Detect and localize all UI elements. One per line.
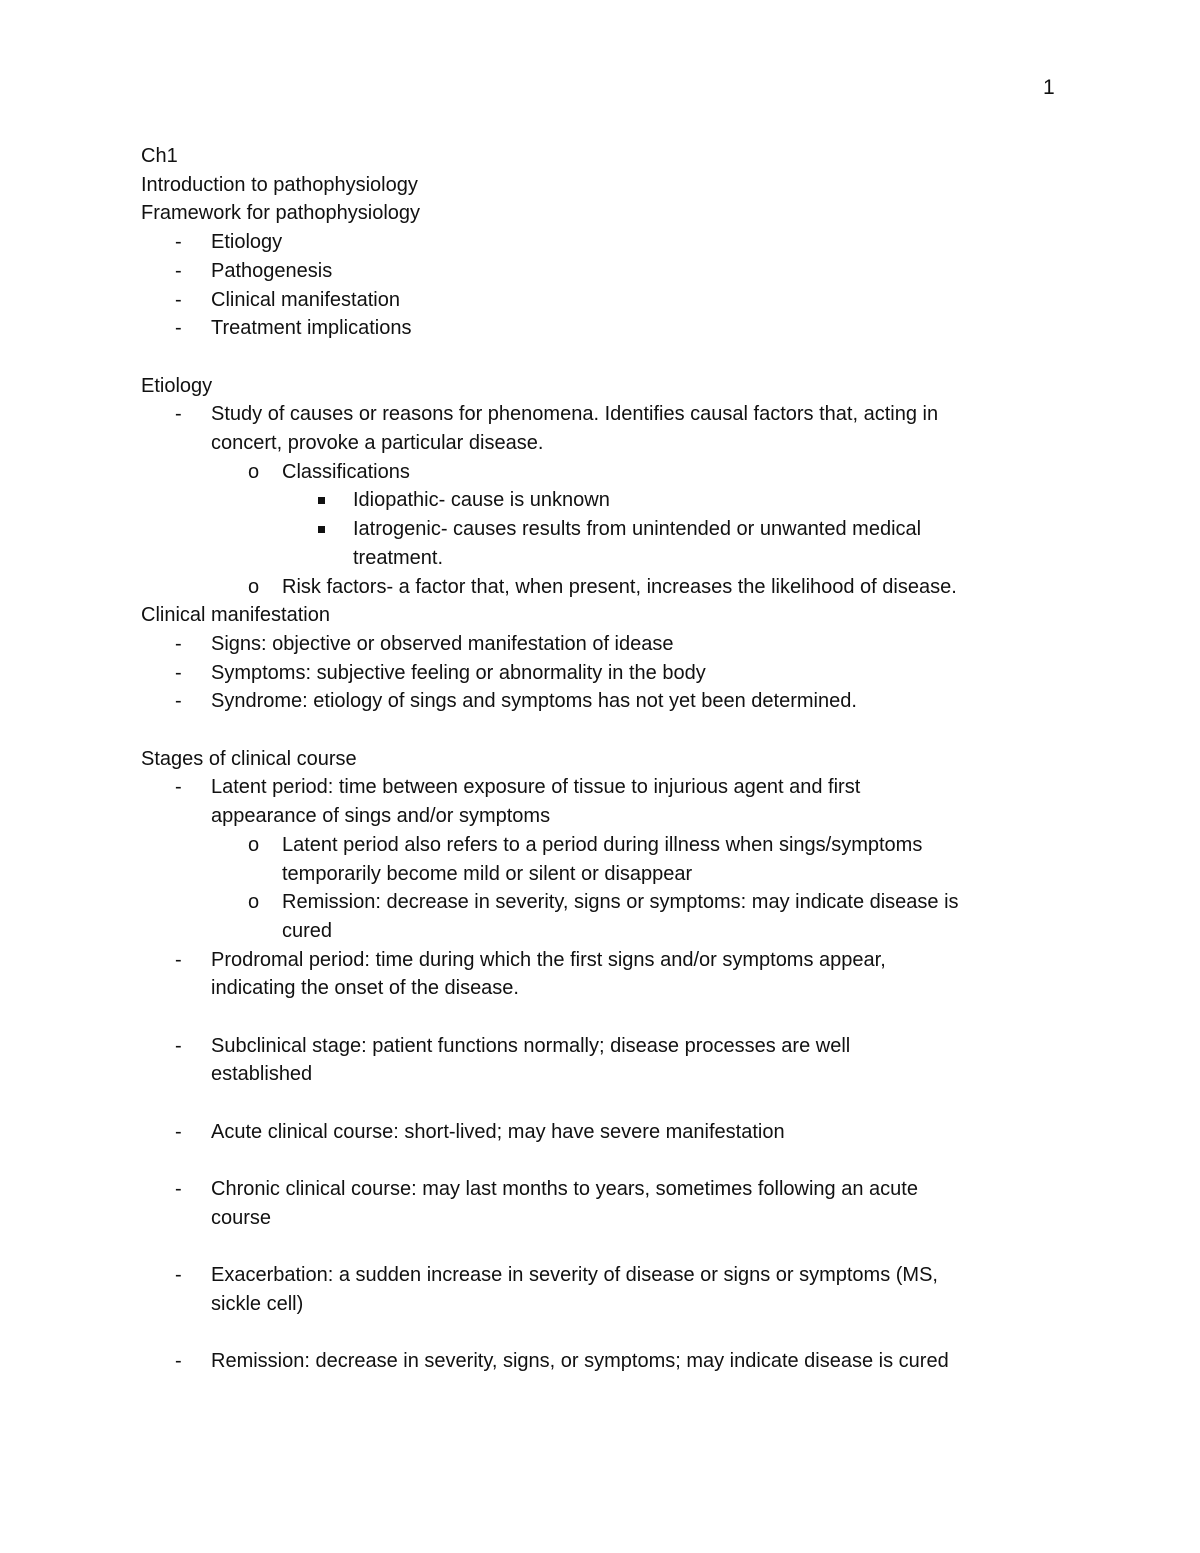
list-item-text: Pathogenesis (211, 259, 333, 282)
symptoms-item (141, 659, 1071, 688)
risk-factors-item (141, 573, 1071, 602)
circle-marker: o (248, 891, 260, 914)
etiology-definition-continued: concert, provoke a particular disease. (211, 432, 544, 455)
list-item-text: Chronic clinical course: may last months to years, sometimes following an acute (211, 1178, 918, 1201)
list-item-text: Symptoms: subjective feeling or abnormality in the body (211, 661, 706, 684)
syndrome-item (141, 687, 1071, 716)
list-item-text: Iatrogenic- causes results from unintended or unwanted medical (353, 518, 922, 541)
dash-marker: - (175, 776, 182, 799)
acute-course-item (141, 1118, 1071, 1147)
blank-line (141, 716, 1071, 745)
dash-marker: - (175, 1178, 182, 1201)
list-item-text: Classifications (282, 460, 410, 483)
latent-period-continued: appearance of sings and/or symptoms (211, 805, 551, 828)
list-item-text: Acute clinical course: short-lived; may have severe manifestation (211, 1120, 785, 1143)
latent-period-item (141, 773, 1071, 802)
dash-marker: - (175, 259, 182, 282)
page-number: 1 (1043, 76, 1055, 99)
subclinical-stage-item (141, 1032, 1071, 1061)
list-item-text: Remission: decrease in severity, signs or symptoms: may indicate disease is (282, 891, 959, 914)
remission-item (141, 1347, 1071, 1376)
dash-marker: - (175, 690, 182, 713)
classifications-item (141, 458, 1071, 487)
list-item-text: Clinical manifestation (211, 288, 400, 311)
latent-sub-item-illness-continued: temporarily become mild or silent or disappear (282, 862, 693, 885)
exacerbation-continued: sickle cell) (211, 1293, 304, 1316)
iatrogenic-item-continued: treatment. (353, 546, 444, 569)
dash-marker: - (175, 1120, 182, 1143)
signs-item (141, 630, 1071, 659)
framework-heading: Framework for pathophysiology (141, 202, 421, 225)
chronic-course-item (141, 1175, 1071, 1204)
blank-line (141, 1319, 1071, 1348)
circle-marker: o (248, 833, 260, 856)
blank-line (141, 343, 1071, 372)
circle-marker: o (248, 460, 260, 483)
latent-sub-item-illness (141, 831, 1071, 860)
dash-marker: - (175, 231, 182, 254)
subclinical-stage-continued: established (211, 1063, 313, 1086)
latent-sub-item-remission (141, 888, 1071, 917)
latent-sub-item-remission-continued: cured (282, 919, 333, 942)
dash-marker: - (175, 403, 182, 426)
list-item-text: Treatment implications (211, 317, 412, 340)
list-item-text: Syndrome: etiology of sings and symptoms has not yet been determined. (211, 690, 857, 713)
dash-marker: - (175, 948, 182, 971)
square-bullet-icon (318, 526, 325, 533)
dash-marker: - (175, 661, 182, 684)
etiology-heading: Etiology (141, 374, 213, 397)
list-item-text: Idiopathic- cause is unknown (353, 489, 610, 512)
list-item-text: Risk factors- a factor that, when present, increases the likelihood of disease. (282, 575, 957, 598)
dash-marker: - (175, 1264, 182, 1287)
framework-item-etiology (141, 228, 1071, 257)
dash-marker: - (175, 632, 182, 655)
chronic-course-continued: course (211, 1206, 272, 1229)
chapter-heading: Ch1 (141, 145, 178, 167)
list-item-text: Exacerbation: a sudden increase in severity of disease or signs or symptoms (MS, (211, 1264, 938, 1287)
document-body (141, 142, 1071, 1376)
framework-item-clinical-manifestation (141, 286, 1071, 315)
framework-item-pathogenesis (141, 257, 1071, 286)
dash-marker: - (175, 1034, 182, 1057)
circle-marker: o (248, 575, 260, 598)
blank-line (141, 1003, 1071, 1032)
list-item-text: Study of causes or reasons for phenomena. Identifies causal factors that, acting in (211, 403, 939, 426)
blank-line (141, 1089, 1071, 1118)
list-item-text: Etiology (211, 231, 283, 254)
dash-marker: - (175, 288, 182, 311)
list-item-text: Prodromal period: time during which the first signs and/or symptoms appear, (211, 948, 886, 971)
list-item-text: Subclinical stage: patient functions normally; disease processes are well (211, 1034, 851, 1057)
blank-line (141, 1233, 1071, 1262)
list-item-text: Latent period: time between exposure of tissue to injurious agent and first (211, 776, 861, 799)
etiology-definition (141, 400, 1071, 429)
stages-heading: Stages of clinical course (141, 747, 357, 770)
list-item-text: Latent period also refers to a period during illness when sings/symptoms (282, 833, 923, 856)
intro-heading: Introduction to pathophysiology (141, 173, 418, 196)
idiopathic-item (141, 486, 1071, 515)
square-bullet-icon (318, 497, 325, 504)
framework-item-treatment (141, 314, 1071, 343)
dash-marker: - (175, 317, 182, 340)
list-item-text: Signs: objective or observed manifestation of idease (211, 632, 674, 655)
exacerbation-item (141, 1261, 1071, 1290)
dash-marker: - (175, 1350, 182, 1373)
blank-line (141, 1147, 1071, 1176)
prodromal-period-continued: indicating the onset of the disease. (211, 977, 519, 1000)
prodromal-period-item (141, 946, 1071, 975)
list-item-text: Remission: decrease in severity, signs, or symptoms; may indicate disease is cured (211, 1350, 949, 1373)
clinical-manifestation-heading: Clinical manifestation (141, 604, 330, 627)
iatrogenic-item (141, 515, 1071, 544)
